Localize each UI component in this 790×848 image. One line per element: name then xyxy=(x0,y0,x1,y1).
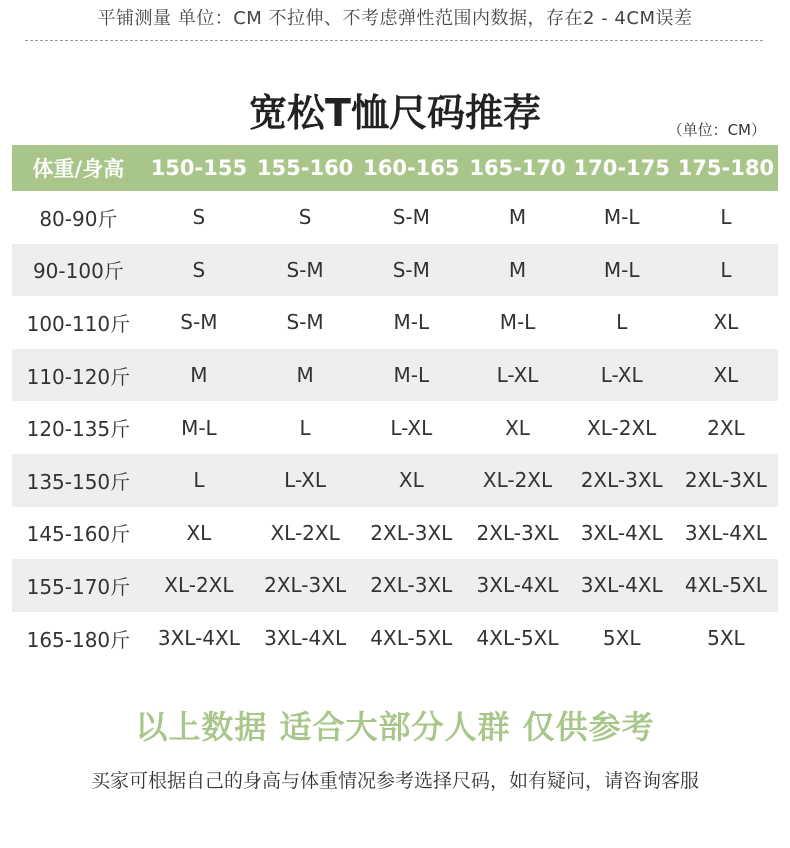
header-height-range: 165-170 xyxy=(465,145,569,191)
size-cell: L xyxy=(616,310,628,335)
header-weight-height: 体重/身高 xyxy=(12,145,145,191)
size-cell: 4XL-5XL xyxy=(370,626,453,651)
size-cell: 2XL xyxy=(707,415,745,440)
table-row xyxy=(12,612,778,665)
size-cell: L-XL xyxy=(390,415,433,440)
weight-range-cell: 80-90斤 xyxy=(39,206,118,231)
size-cell: M-L xyxy=(499,310,536,335)
size-cell: XL xyxy=(674,349,778,402)
size-cell: S-M xyxy=(253,244,357,297)
table-row xyxy=(12,507,778,560)
size-cell: XL-2XL xyxy=(270,520,340,545)
size-cell: XL-2XL xyxy=(587,415,657,440)
weight-range-cell: 120-135斤 xyxy=(26,417,131,442)
size-cell: 5XL xyxy=(707,626,745,651)
size-cell: L-XL xyxy=(253,454,357,507)
size-cell: 2XL-3XL xyxy=(370,520,453,545)
size-cell: M-L xyxy=(570,244,674,297)
size-cell: S xyxy=(192,205,206,230)
table-row xyxy=(12,349,778,402)
table-row xyxy=(12,401,778,454)
size-cell: 4XL-5XL xyxy=(674,559,778,612)
size-cell: M xyxy=(253,349,357,402)
table-header-row xyxy=(12,145,778,191)
size-cell: M-L xyxy=(603,205,640,230)
size-cell: S xyxy=(298,205,312,230)
header-height-range: 175-180 xyxy=(674,145,778,191)
size-cell: 3XL-4XL xyxy=(570,559,674,612)
table-row xyxy=(12,244,778,297)
size-cell: 2XL-3XL xyxy=(253,559,357,612)
size-cell: M-L xyxy=(181,415,217,440)
size-cell: M xyxy=(465,244,569,297)
size-chart-table xyxy=(12,145,778,664)
size-cell: S-M xyxy=(286,310,324,335)
size-cell: XL xyxy=(357,454,465,507)
size-cell: L-XL xyxy=(570,349,674,402)
size-cell: 3XL-4XL xyxy=(264,626,347,651)
size-cell: 2XL-3XL xyxy=(357,559,465,612)
size-cell: S xyxy=(145,244,253,297)
size-cell: M xyxy=(508,205,527,230)
size-cell: 4XL-5XL xyxy=(476,626,559,651)
size-cell: S-M xyxy=(180,310,218,335)
dashed-divider xyxy=(25,40,763,41)
size-cell: 5XL xyxy=(602,626,641,651)
disclaimer-slogan: 以上数据 适合大部分人群 仅供参考 xyxy=(135,708,655,746)
size-cell: L xyxy=(674,244,778,297)
weight-range-cell: 90-100斤 xyxy=(12,244,145,297)
size-cell: XL-2XL xyxy=(145,559,253,612)
size-cell: L xyxy=(299,415,311,440)
size-cell: XL xyxy=(186,520,212,545)
size-cell: 3XL-4XL xyxy=(157,626,240,651)
header-height-range: 170-175 xyxy=(570,145,674,191)
size-cell: XL xyxy=(505,415,530,440)
header-height-range: 150-155 xyxy=(145,145,253,191)
size-cell: M xyxy=(145,349,253,402)
page-title: 宽松T恤尺码推荐 xyxy=(249,91,541,135)
table-row xyxy=(12,191,778,244)
table-row xyxy=(12,296,778,349)
size-cell: L-XL xyxy=(465,349,569,402)
weight-range-cell: 110-120斤 xyxy=(12,349,145,402)
table-row xyxy=(12,559,778,612)
header-height-range: 155-160 xyxy=(253,145,357,191)
measurement-note: 平铺测量 单位：CM 不拉伸、不考虑弹性范围内数据，存在2 - 4CM误差 xyxy=(97,8,693,29)
size-cell: M-L xyxy=(393,310,430,335)
size-cell: 3XL-4XL xyxy=(465,559,569,612)
size-cell: S-M xyxy=(392,205,430,230)
size-cell: 2XL-3XL xyxy=(674,454,778,507)
size-cell: S-M xyxy=(357,244,465,297)
weight-range-cell: 165-180斤 xyxy=(26,627,131,652)
size-cell: M-L xyxy=(357,349,465,402)
weight-range-cell: 135-150斤 xyxy=(12,454,145,507)
size-cell: 3XL-4XL xyxy=(580,520,663,545)
size-cell: 2XL-3XL xyxy=(570,454,674,507)
weight-range-cell: 100-110斤 xyxy=(26,311,131,336)
size-cell: 2XL-3XL xyxy=(476,520,559,545)
weight-range-cell: 145-160斤 xyxy=(26,522,131,547)
size-cell: XL-2XL xyxy=(465,454,569,507)
size-cell: XL xyxy=(713,310,739,335)
size-cell: L xyxy=(145,454,253,507)
table-row xyxy=(12,454,778,507)
size-cell: 3XL-4XL xyxy=(684,520,767,545)
customer-service-note: 买家可根据自己的身高与体重情况参考选择尺码，如有疑问，请咨询客服 xyxy=(90,770,699,792)
weight-range-cell: 155-170斤 xyxy=(12,559,145,612)
header-height-range: 160-165 xyxy=(357,145,465,191)
size-cell: L xyxy=(720,205,732,230)
unit-label: （单位：CM） xyxy=(667,121,766,139)
